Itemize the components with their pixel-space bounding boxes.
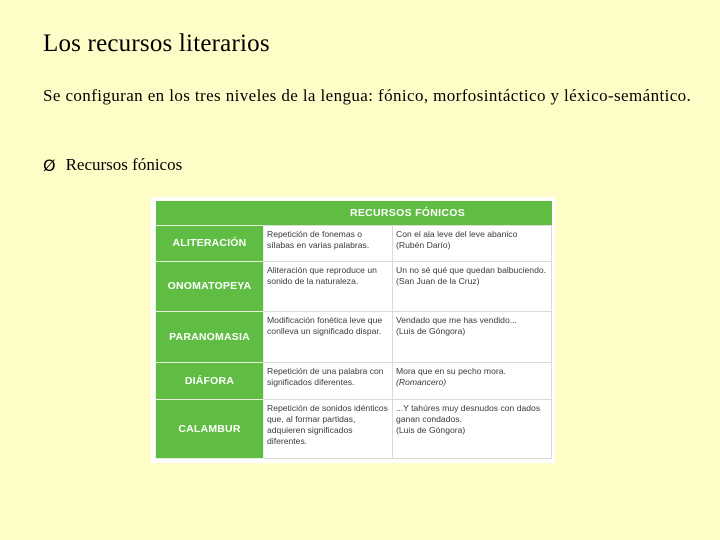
example-source: (Rubén Darío) [396, 240, 451, 251]
table-row [156, 312, 552, 363]
example-text: Vendado que me has vendido... [396, 315, 517, 326]
recursos-fonicos-image [151, 197, 555, 463]
table-row [156, 362, 552, 399]
example-text: Mora que en su pecho mora. [396, 365, 506, 376]
row-definition: Repetición de sonidos idénticos que, al formar partidas, adquieren significados diferentes. [264, 400, 393, 459]
row-name: ALITERACIÓN [156, 226, 264, 261]
example-text: ...Y tahúres muy desnudos con dados ganan condados. [396, 403, 541, 425]
row-name: CALAMBUR [156, 400, 264, 459]
table-row [156, 261, 552, 312]
row-example [393, 312, 552, 363]
table-header: RECURSOS FÓNICOS [264, 201, 552, 226]
row-name: DIÁFORA [156, 362, 264, 399]
row-example [393, 226, 552, 261]
bullet-label: Recursos fónicos [65, 155, 183, 174]
row-definition: Aliteración que reproduce un sonido de la naturaleza. [264, 261, 393, 312]
row-example [393, 261, 552, 312]
row-name: ONOMATOPEYA [156, 261, 264, 312]
example-source: (Luis de Góngora) [396, 425, 466, 436]
example-text: Un no sé qué que quedan balbuciendo. [396, 264, 547, 275]
table-row [156, 226, 552, 261]
row-example [393, 400, 552, 459]
example-text: Con el ala leve del leve abanico [396, 229, 518, 240]
table-header-spacer [156, 201, 264, 226]
row-example [393, 362, 552, 399]
row-definition: Repetición de fonemas o sílabas en varias palabras. [264, 226, 393, 261]
bullet-item [43, 155, 182, 175]
row-definition: Repetición de una palabra con significados diferentes. [264, 362, 393, 399]
slide-title: Los recursos literarios [43, 30, 270, 57]
table-row [156, 400, 552, 459]
example-source: (Luis de Góngora) [396, 326, 466, 337]
example-source: (Romancero) [396, 376, 447, 387]
intro-paragraph: Se configuran en los tres niveles de la lengua: fónico, morfosintáctico y léxico-semántico. [43, 86, 692, 105]
row-name: PARANOMASIA [156, 312, 264, 363]
recursos-fonicos-table [155, 201, 552, 459]
example-source: (San Juan de la Cruz) [396, 275, 480, 286]
row-definition: Modificación fonética leve que conlleva un significado dispar. [264, 312, 393, 363]
arrow-bullet-icon: Ø [43, 155, 56, 175]
